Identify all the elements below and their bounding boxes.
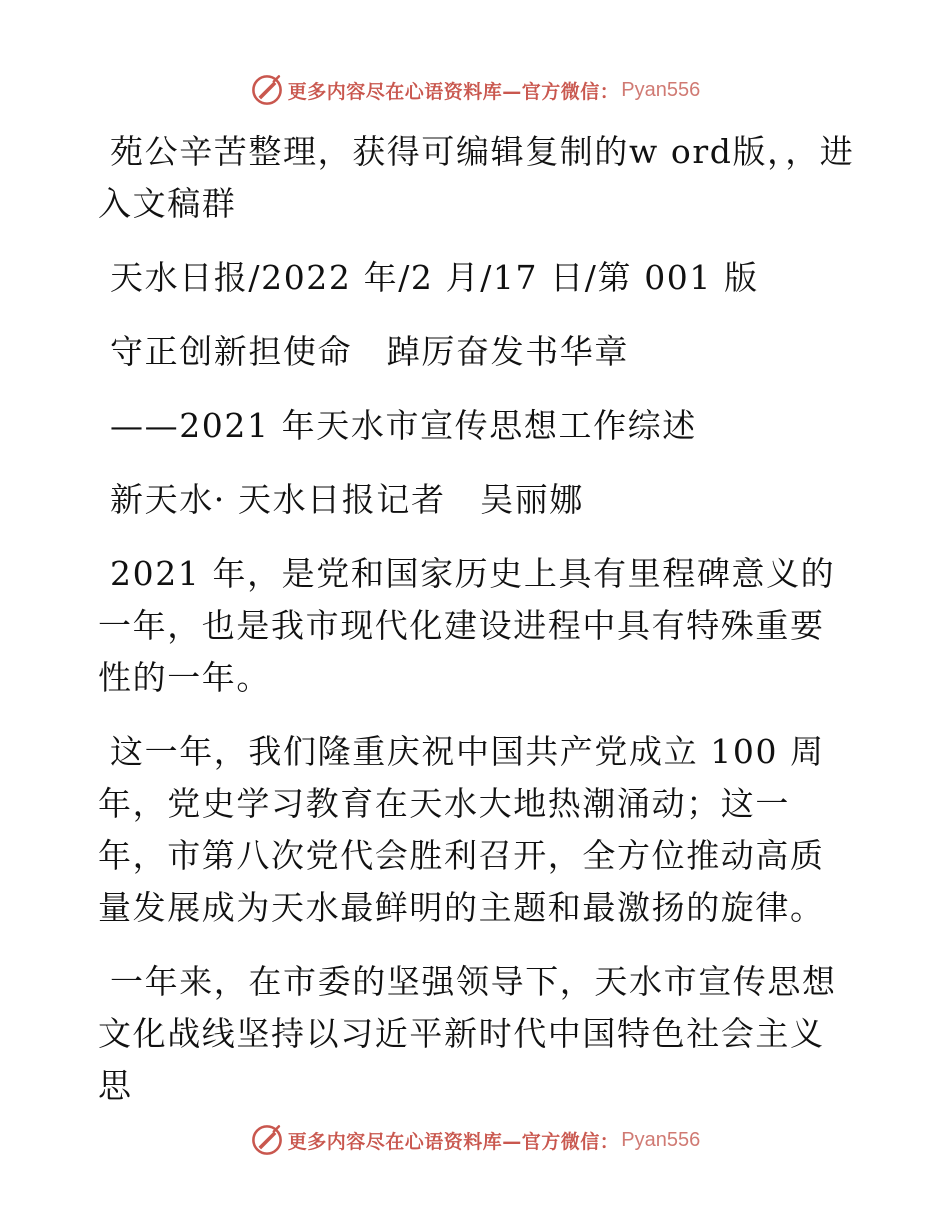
body-paragraph: 一年来，在市委的坚强领导下，天水市宣传思想文化战线坚持以习近平新时代中国特色社会主义思 (98, 962, 837, 1105)
intro-note: 苑公辛苦整理，获得可编辑复制的w ord版，，进入文稿群 (98, 132, 855, 223)
watermark-text: 更多内容尽在心语资料库—官方微信： (287, 1130, 620, 1153)
brush-logo-icon (250, 73, 284, 107)
article-title: 守正创新担使命 踔厉奋发书华章 (110, 332, 629, 371)
watermark-text: 更多内容尽在心语资料库—官方微信： (287, 80, 620, 103)
byline: 新天水· 天水日报记者 吴丽娜 (110, 480, 584, 519)
publication-info: 天水日报/2022 年/2 月/17 日/第 001 版 (110, 258, 759, 297)
document-body (98, 126, 858, 1134)
body-paragraph: 这一年，我们隆重庆祝中国共产党成立 100 周年，党史学习教育在天水大地热潮涌动；这一年，市第八次党代会胜利召开，全方位推动高质量发展成为天水最鲜明的主题和最激扬的旋律。 (98, 732, 825, 927)
watermark-wechat-id: Pyan556 (621, 1128, 701, 1151)
watermark-wechat-id: Pyan556 (621, 78, 701, 101)
header-watermark (0, 70, 950, 110)
body-paragraph: 2021 年，是党和国家历史上具有里程碑意义的一年，也是我市现代化建设进程中具有特殊重要性的一年。 (98, 554, 836, 697)
brush-logo-icon (250, 1123, 284, 1157)
article-subtitle: ——2021 年天水市宣传思想工作综述 (110, 406, 697, 445)
footer-watermark (0, 1120, 950, 1160)
